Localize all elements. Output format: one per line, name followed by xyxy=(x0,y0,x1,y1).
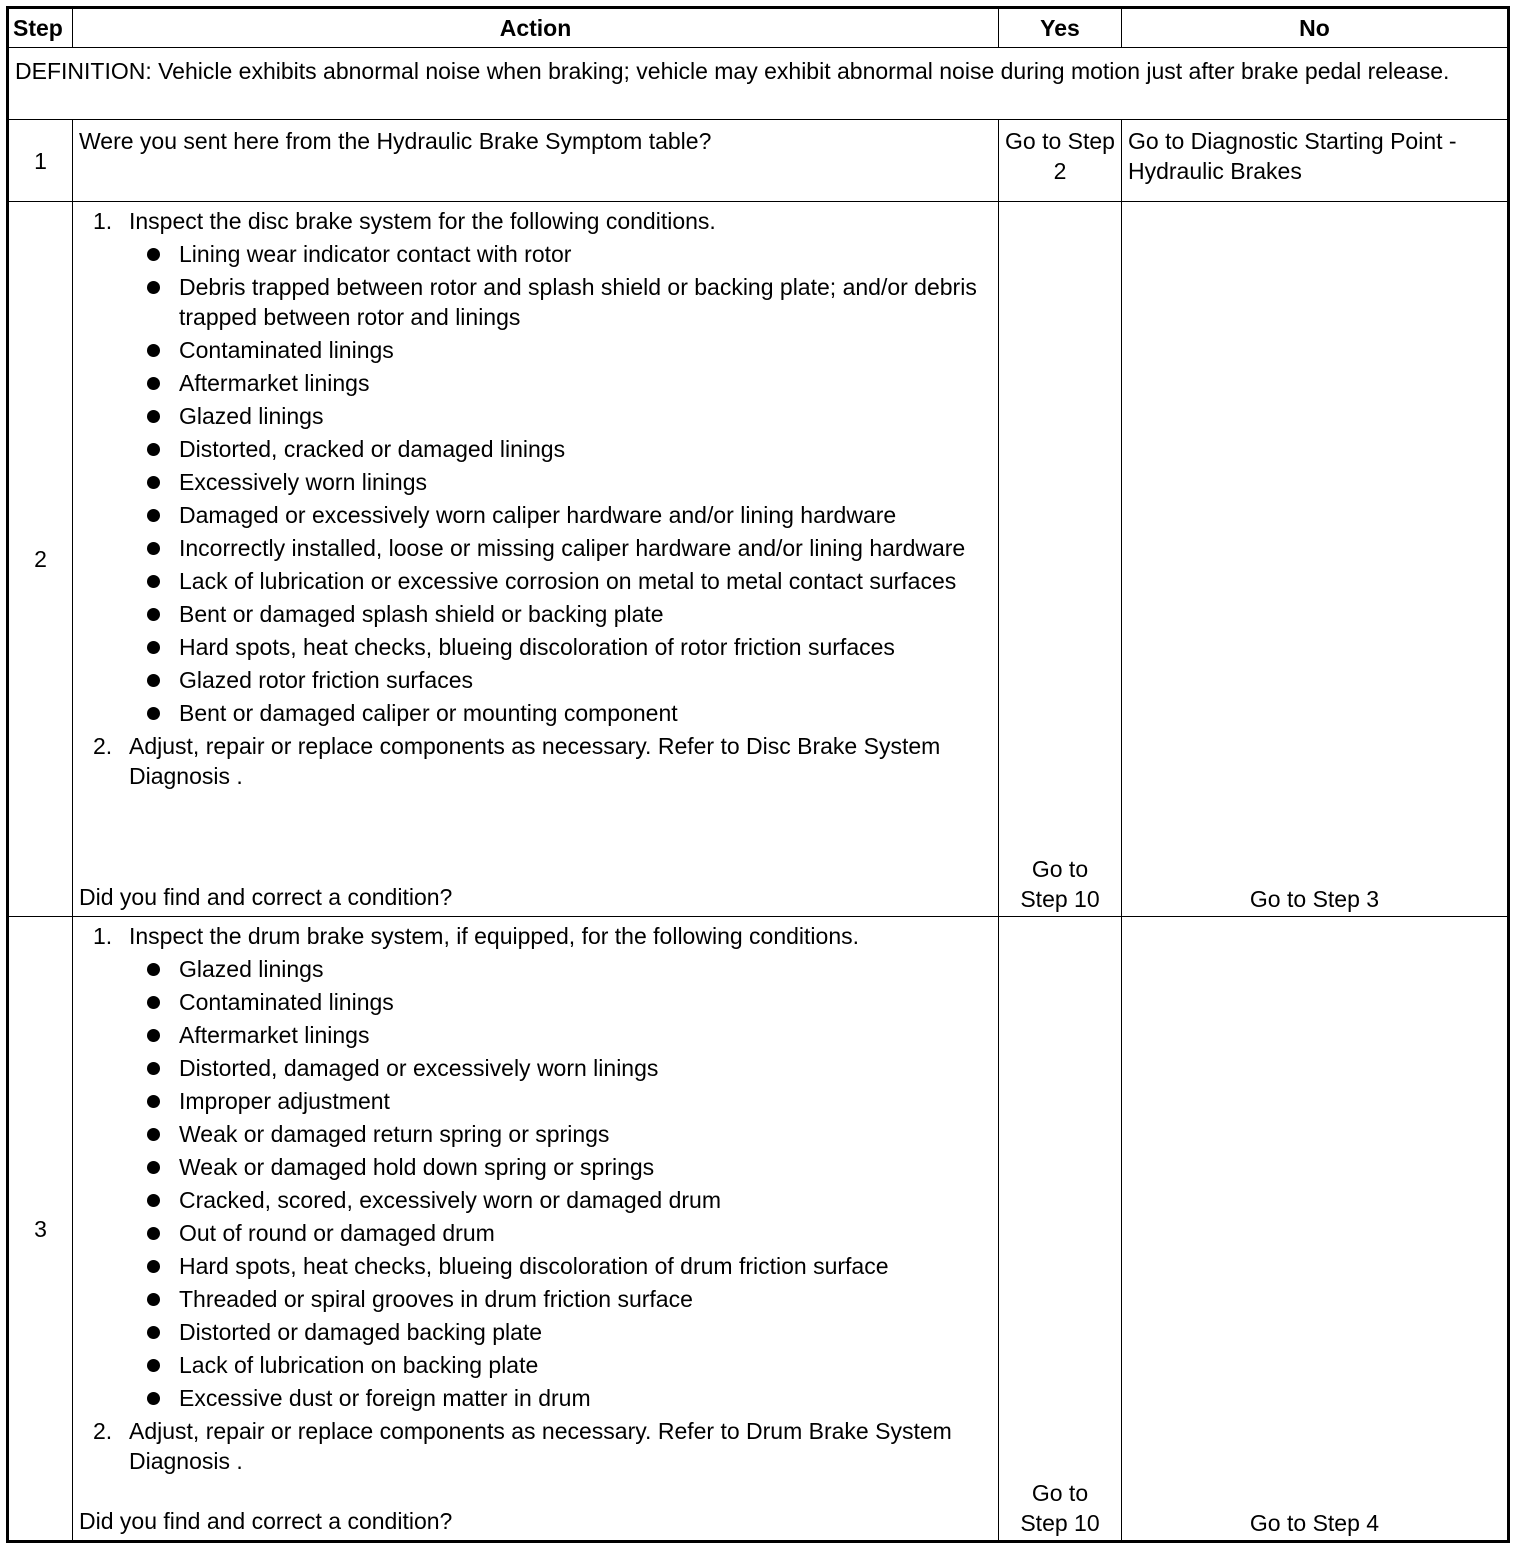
condition-list xyxy=(129,954,992,1413)
list-item: Distorted or damaged backing plate xyxy=(129,1317,992,1347)
bullet-icon xyxy=(147,674,160,687)
action-question: Did you find and correct a condition? xyxy=(79,884,453,910)
step-index: 2. xyxy=(93,1418,113,1444)
bullet-icon xyxy=(147,1161,160,1174)
list-item: Hard spots, heat checks, blueing discoloration of drum friction surface xyxy=(129,1251,992,1281)
bullet-icon xyxy=(147,963,160,976)
step-index: 1. xyxy=(93,208,113,234)
step-number: 1 xyxy=(8,120,73,202)
list-item: Bent or damaged splash shield or backing plate xyxy=(129,599,992,629)
no-link-step-4[interactable]: Go to Step 4 xyxy=(1122,917,1509,1542)
list-item: Weak or damaged return spring or springs xyxy=(129,1119,992,1149)
action-step-2 xyxy=(79,1416,992,1476)
table-row xyxy=(8,917,1509,1542)
bullet-icon xyxy=(147,1095,160,1108)
yes-link-step-10[interactable]: Go to Step 10 xyxy=(999,917,1122,1542)
list-item: Damaged or excessively worn caliper hardware and/or lining hardware xyxy=(129,500,992,530)
header-action: Action xyxy=(73,8,999,48)
action-step-text: Inspect the drum brake system, if equipped, for the following conditions. xyxy=(129,923,860,949)
header-row xyxy=(8,8,1509,48)
bullet-icon xyxy=(147,1293,160,1306)
list-item: Lack of lubrication on backing plate xyxy=(129,1350,992,1380)
list-item: Distorted, damaged or excessively worn linings xyxy=(129,1053,992,1083)
list-item: Glazed linings xyxy=(129,401,992,431)
bullet-icon xyxy=(147,443,160,456)
list-item: Excessively worn linings xyxy=(129,467,992,497)
bullet-icon xyxy=(147,1227,160,1240)
list-item: Aftermarket linings xyxy=(129,1020,992,1050)
bullet-icon xyxy=(147,344,160,357)
action-steps xyxy=(79,921,992,1476)
list-item: Distorted, cracked or damaged linings xyxy=(129,434,992,464)
list-item: Improper adjustment xyxy=(129,1086,992,1116)
yes-link-step-10[interactable]: Go to Step 10 xyxy=(999,202,1122,917)
bullet-icon xyxy=(147,509,160,522)
bullet-icon xyxy=(147,1128,160,1141)
bullet-icon xyxy=(147,542,160,555)
list-item: Bent or damaged caliper or mounting component xyxy=(129,698,992,728)
list-item: Threaded or spiral grooves in drum friction surface xyxy=(129,1284,992,1314)
bullet-icon xyxy=(147,1260,160,1273)
no-link-diagnostic-starting-point[interactable]: Go to Diagnostic Starting Point - Hydraulic Brakes xyxy=(1122,120,1509,202)
list-item: Excessive dust or foreign matter in drum xyxy=(129,1383,992,1413)
no-link-step-3[interactable]: Go to Step 3 xyxy=(1122,202,1509,917)
list-item: Incorrectly installed, loose or missing caliper hardware and/or lining hardware xyxy=(129,533,992,563)
header-no: No xyxy=(1122,8,1509,48)
action-steps xyxy=(79,206,992,791)
list-item: Contaminated linings xyxy=(129,987,992,1017)
bullet-icon xyxy=(147,608,160,621)
list-item: Lack of lubrication or excessive corrosion on metal to metal contact surfaces xyxy=(129,566,992,596)
action-step-text: Adjust, repair or replace components as necessary. Refer to Disc Brake System Diagnosis . xyxy=(129,733,941,789)
bullet-icon xyxy=(147,996,160,1009)
action-question: Were you sent here from the Hydraulic Brake Symptom table? xyxy=(73,120,999,202)
definition-row xyxy=(8,48,1509,120)
bullet-icon xyxy=(147,1359,160,1372)
list-item: Aftermarket linings xyxy=(129,368,992,398)
definition-text: DEFINITION: Vehicle exhibits abnormal noise when braking; vehicle may exhibit abnormal noise during motion just after brake pedal release. xyxy=(8,48,1509,120)
diagnostic-table xyxy=(6,6,1510,1543)
bullet-icon xyxy=(147,377,160,390)
step-number: 3 xyxy=(8,917,73,1542)
header-step: Step xyxy=(8,8,73,48)
list-item: Debris trapped between rotor and splash shield or backing plate; and/or debris trapped between rotor and linings xyxy=(129,272,992,332)
list-item: Weak or damaged hold down spring or springs xyxy=(129,1152,992,1182)
table-row xyxy=(8,120,1509,202)
action-cell xyxy=(73,202,999,917)
action-step-text: Inspect the disc brake system for the following conditions. xyxy=(129,208,716,234)
action-step-2 xyxy=(79,731,992,791)
action-question: Did you find and correct a condition? xyxy=(79,1508,453,1534)
list-item: Lining wear indicator contact with rotor xyxy=(129,239,992,269)
action-step-text: Adjust, repair or replace components as necessary. Refer to Drum Brake System Diagnosis . xyxy=(129,1418,952,1474)
bullet-icon xyxy=(147,248,160,261)
action-step-1 xyxy=(79,206,992,728)
action-step-1 xyxy=(79,921,992,1413)
step-index: 2. xyxy=(93,733,113,759)
step-index: 1. xyxy=(93,923,113,949)
bullet-icon xyxy=(147,1392,160,1405)
bullet-icon xyxy=(147,1062,160,1075)
step-number: 2 xyxy=(8,202,73,917)
header-yes: Yes xyxy=(999,8,1122,48)
bullet-icon xyxy=(147,1194,160,1207)
list-item: Hard spots, heat checks, blueing discoloration of rotor friction surfaces xyxy=(129,632,992,662)
table-row xyxy=(8,202,1509,917)
bullet-icon xyxy=(147,707,160,720)
list-item: Glazed linings xyxy=(129,954,992,984)
bullet-icon xyxy=(147,281,160,294)
bullet-icon xyxy=(147,410,160,423)
list-item: Out of round or damaged drum xyxy=(129,1218,992,1248)
bullet-icon xyxy=(147,1029,160,1042)
action-cell xyxy=(73,917,999,1542)
bullet-icon xyxy=(147,476,160,489)
condition-list xyxy=(129,239,992,728)
list-item: Glazed rotor friction surfaces xyxy=(129,665,992,695)
bullet-icon xyxy=(147,641,160,654)
bullet-icon xyxy=(147,1326,160,1339)
list-item: Contaminated linings xyxy=(129,335,992,365)
list-item: Cracked, scored, excessively worn or damaged drum xyxy=(129,1185,992,1215)
bullet-icon xyxy=(147,575,160,588)
yes-link-step-2[interactable]: Go to Step 2 xyxy=(999,120,1122,202)
